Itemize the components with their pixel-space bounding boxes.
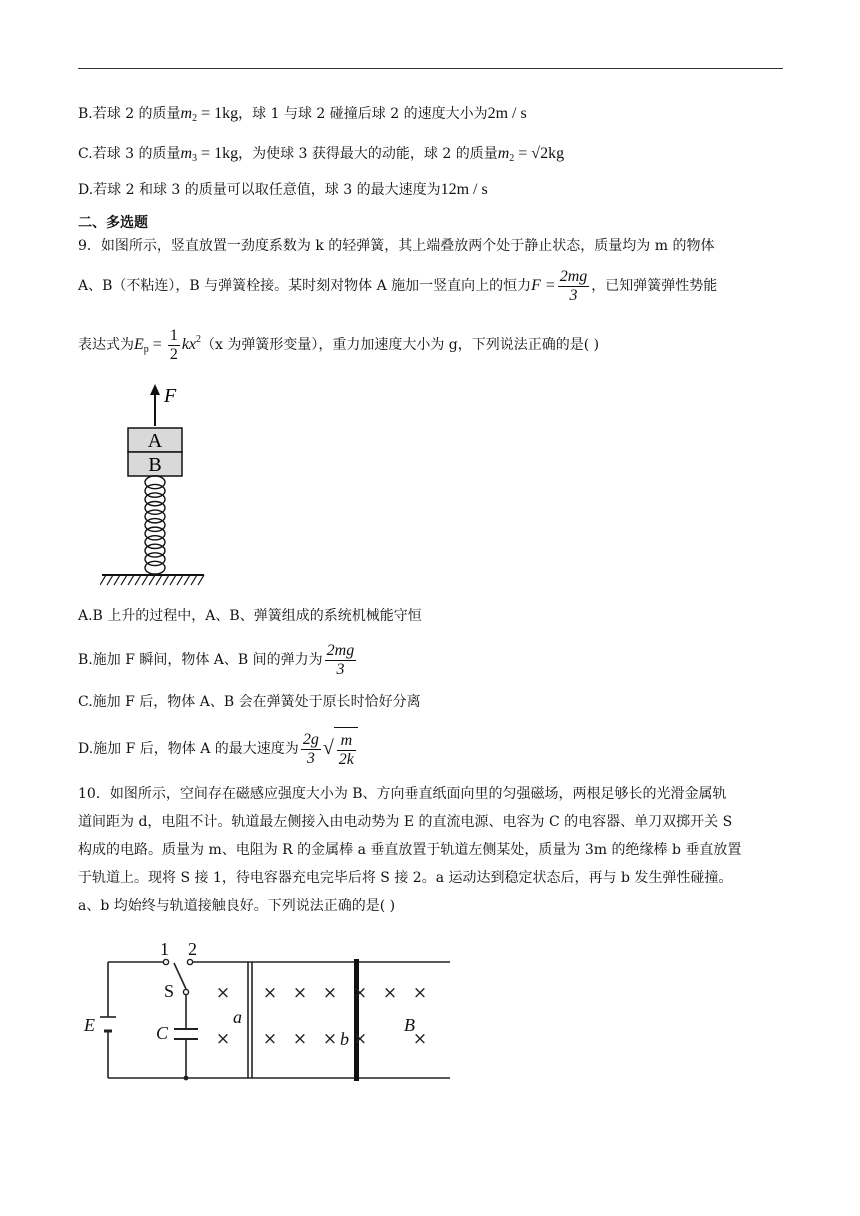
field-cross: × bbox=[215, 983, 231, 1003]
label-1: 1 bbox=[160, 939, 169, 959]
q9-line-3: 表达式为$E_p$ = $\frac{1}{2}$ $kx^2(x$ 为弹簧形变量），重力加速度大小为 g，下列说法正确的是( ) bbox=[78, 326, 600, 363]
spring bbox=[145, 476, 165, 574]
label-b: b bbox=[340, 1029, 349, 1049]
hatch-line bbox=[156, 575, 162, 585]
block-b-label: B bbox=[148, 454, 162, 476]
section-title: 二、多选题 bbox=[78, 215, 148, 231]
hatch-line bbox=[128, 575, 134, 585]
hatch-line bbox=[135, 575, 141, 585]
hatch-line bbox=[121, 575, 127, 585]
field-cross: × bbox=[215, 1029, 231, 1049]
field-cross: × bbox=[412, 983, 428, 1003]
hatch-line bbox=[177, 575, 183, 585]
field-cross: × bbox=[352, 1029, 368, 1049]
field-cross: × bbox=[292, 983, 308, 1003]
label-a: a bbox=[233, 1007, 242, 1027]
hatch-line bbox=[142, 575, 148, 585]
block-a-label: A bbox=[147, 430, 163, 452]
q9-line-1: 9．如图所示，竖直放置一劲度系数为 k 的轻弹簧，其上端叠放两个处于静止状态，质量均为 m 的物体 bbox=[78, 238, 715, 254]
field-cross: × bbox=[352, 983, 368, 1003]
hatch-line bbox=[198, 575, 204, 585]
q8-option-d: D.若球 2 和球 3 的质量可以取任意值，球 3 的最大速度为12m / s bbox=[78, 181, 488, 198]
hatch-line bbox=[114, 575, 120, 585]
junction-dot bbox=[184, 1076, 189, 1081]
hatch-line bbox=[191, 575, 197, 585]
q8-option-b: B.若球 2 的质量$m_2 = 1kg$，球 1 与球 2 碰撞后球 2 的速度大小为2m / s bbox=[78, 105, 527, 124]
switch-terminal-2 bbox=[187, 959, 192, 964]
field-cross: × bbox=[382, 983, 398, 1003]
label-s: S bbox=[164, 981, 175, 1001]
q10-line-3: 构成的电路。质量为 m、电阻为 R 的金属棒 a 垂直放置于轨道左侧某处，质量为 3m 的绝缘棒 b 垂直放置 bbox=[78, 842, 742, 858]
label-e: E bbox=[84, 1015, 95, 1035]
q9-line-2: A、B（不粘连），B 与弹簧栓接。某时刻对物体 A 施加一竖直向上的恒力F = $\frac{2mg}{3}$ ，已知弹簧弹性势能 bbox=[78, 267, 718, 304]
label-c: C bbox=[156, 1023, 169, 1043]
circuit-rail-figure bbox=[78, 935, 458, 1085]
q9-option-a: A.B 上升的过程中，A、B、弹簧组成的系统机械能守恒 bbox=[78, 608, 422, 624]
hatch-line bbox=[149, 575, 155, 585]
field-cross: × bbox=[262, 983, 278, 1003]
spring-block-figure bbox=[100, 380, 210, 590]
force-label: F bbox=[164, 385, 177, 407]
spring-coil bbox=[145, 561, 165, 574]
force-arrow-head bbox=[150, 384, 160, 395]
q10-line-1: 10．如图所示，空间存在磁感应强度大小为 B、方向垂直纸面向里的匀强磁场，两根足够长的光滑金属轨 bbox=[78, 786, 727, 802]
label-field-b: B bbox=[404, 1015, 415, 1035]
switch-pivot bbox=[183, 989, 188, 994]
q10-line-2: 道间距为 d，电阻不计。轨道最左侧接入由电动势为 E 的直流电源、电容为 C 的电容器、单刀双掷开关 S bbox=[78, 814, 733, 830]
hatch-line bbox=[100, 575, 106, 585]
field-cross: × bbox=[322, 983, 338, 1003]
hatch-line bbox=[184, 575, 190, 585]
label-2: 2 bbox=[188, 939, 197, 959]
switch-blade bbox=[174, 963, 186, 989]
switch-terminal-1 bbox=[163, 959, 168, 964]
hatch-line bbox=[107, 575, 113, 585]
ground-hatch bbox=[100, 575, 204, 585]
q8-option-c: C.若球 3 的质量$m_3 = 1kg$，为使球 3 获得最大的动能，球 2 的质量$m_2 = √2kg$ bbox=[78, 145, 565, 164]
q9-option-c: C.施加 F 后，物体 A、B 会在弹簧处于原长时恰好分离 bbox=[78, 694, 421, 710]
field-cross: × bbox=[322, 1029, 338, 1049]
q9-option-b: B.施加 F 瞬间，物体 A、B 间的弹力为 $\frac{2mg}{3}$ bbox=[78, 641, 355, 678]
header-rule bbox=[78, 68, 783, 69]
hatch-line bbox=[163, 575, 169, 585]
rod-b bbox=[354, 959, 359, 1081]
field-cross: × bbox=[262, 1029, 278, 1049]
field-cross: × bbox=[412, 1029, 428, 1049]
field-cross: × bbox=[292, 1029, 308, 1049]
q9-option-d: D.施加 F 后，物体 A 的最大速度为 $\frac{2g}{3}$ √ $\frac{m}{2k}$ bbox=[78, 726, 358, 772]
hatch-line bbox=[170, 575, 176, 585]
q10-line-4: 于轨道上。现将 S 接 1，待电容器充电完毕后将 S 接 2。a 运动达到稳定状态后，再与 b 发生弹性碰撞。 bbox=[78, 870, 733, 886]
q10-line-5: a、b 均始终与轨道接触良好。下列说法正确的是( ) bbox=[78, 898, 396, 914]
